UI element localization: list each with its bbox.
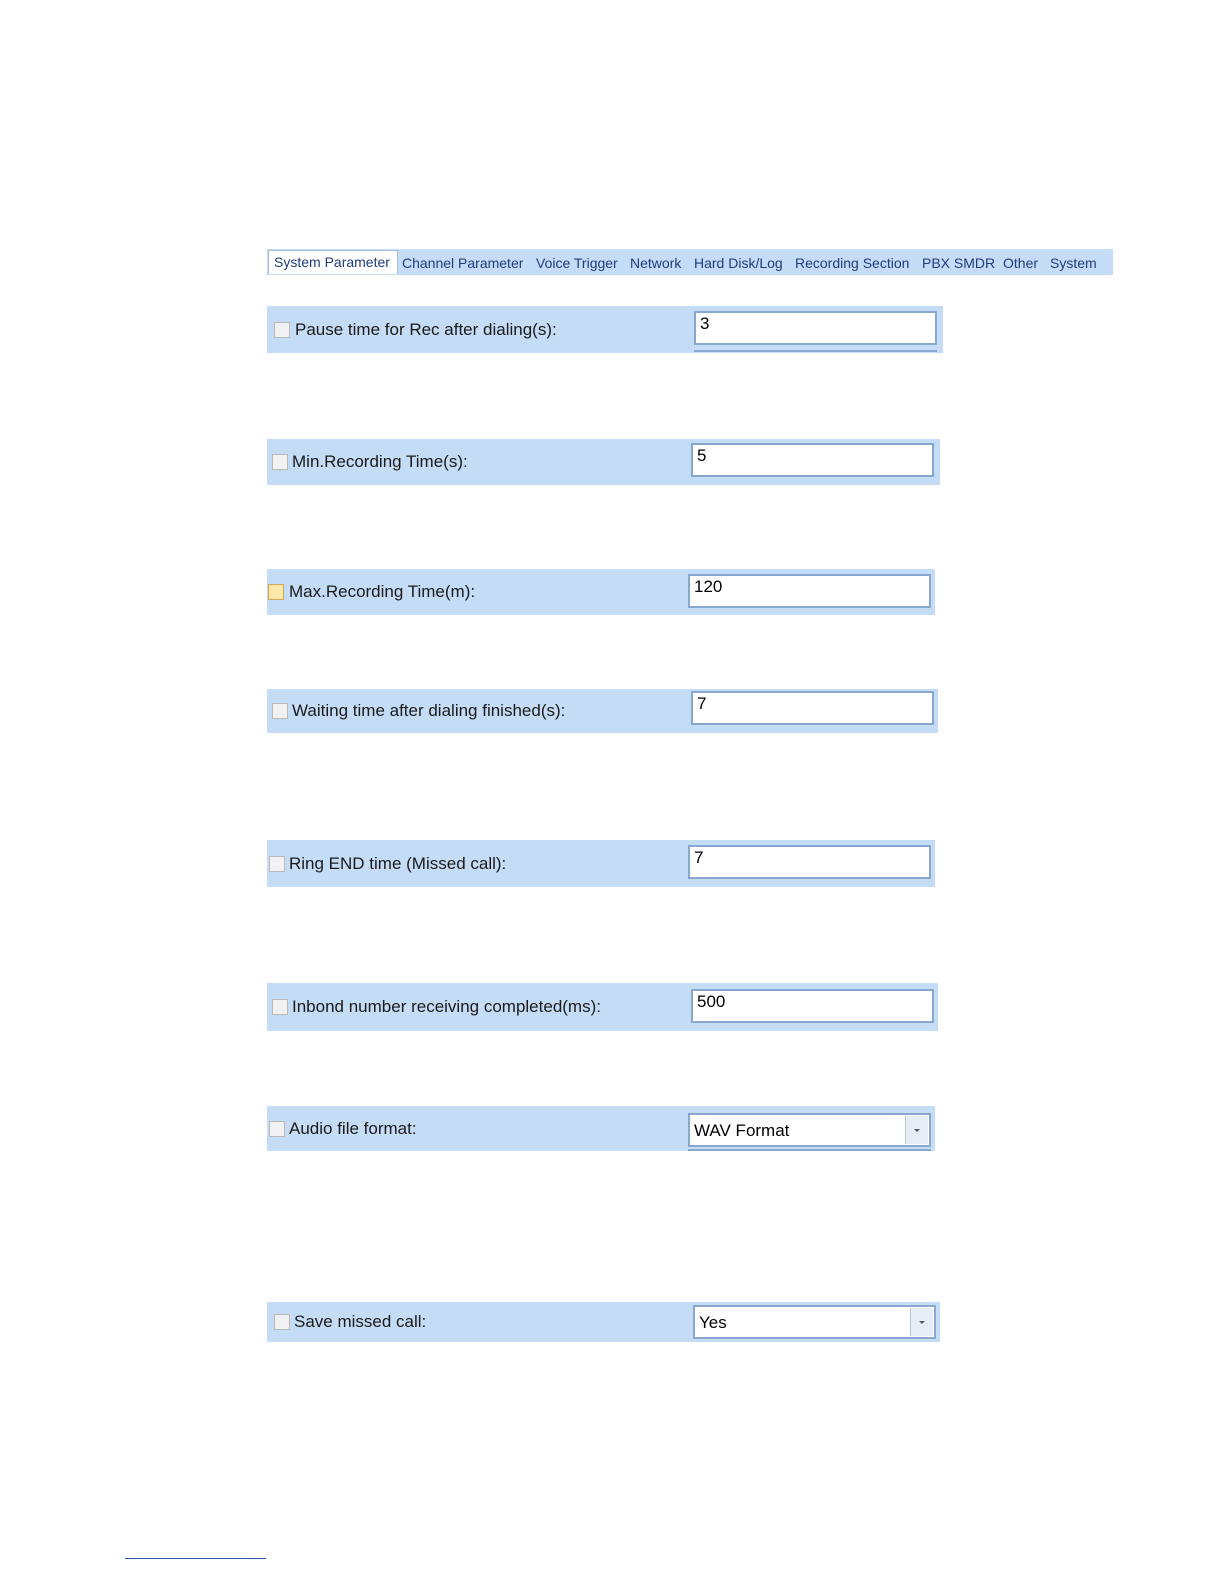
param-row-waiting-time — [267, 689, 938, 733]
tab-bar — [267, 249, 1113, 275]
param-row-min-recording-time — [267, 439, 940, 485]
audio-file-format-label: Audio file format: — [289, 1118, 417, 1138]
tab-system[interactable]: System — [1050, 255, 1097, 271]
min-recording-time-checkbox[interactable] — [272, 454, 288, 470]
inbond-number-input[interactable] — [691, 989, 934, 1023]
audio-file-format-value: WAV Format — [694, 1121, 790, 1140]
save-missed-call-dropdown-button[interactable] — [910, 1308, 933, 1336]
param-row-inbond-number — [267, 983, 938, 1031]
tab-recording-section[interactable]: Recording Section — [795, 255, 910, 271]
param-row-save-missed-call — [267, 1302, 940, 1342]
audio-file-format-checkbox[interactable] — [269, 1121, 285, 1137]
waiting-time-checkbox[interactable] — [272, 703, 288, 719]
tab-other[interactable]: Other — [1003, 255, 1039, 271]
param-row-ring-end-time — [267, 840, 935, 887]
ring-end-time-checkbox[interactable] — [269, 856, 285, 872]
footnote-separator — [125, 1558, 266, 1559]
tab-pbx-smdr[interactable]: PBX SMDR — [922, 255, 996, 271]
pause-time-checkbox[interactable] — [274, 322, 290, 338]
waiting-time-label: Waiting time after dialing finished(s): — [292, 701, 566, 720]
max-recording-time-input[interactable] — [688, 574, 931, 608]
save-missed-call-checkbox[interactable] — [274, 1314, 290, 1330]
tab-channel-parameter[interactable]: Channel Parameter — [402, 255, 524, 271]
save-missed-call-label: Save missed call: — [294, 1312, 427, 1331]
chevron-down-icon — [914, 1129, 920, 1132]
pause-time-input-edge — [694, 350, 937, 352]
tab-hard-disk-log[interactable]: Hard Disk/Log — [694, 255, 783, 271]
audio-file-format-dropdown-button[interactable] — [905, 1116, 928, 1144]
param-row-pause-time — [267, 306, 943, 353]
min-recording-time-label: Min.Recording Time(s): — [292, 452, 468, 471]
param-row-max-recording-time — [267, 569, 935, 615]
chevron-down-icon — [919, 1321, 925, 1324]
audio-file-format-select-edge — [688, 1149, 931, 1151]
audio-file-format-select[interactable] — [688, 1113, 931, 1147]
waiting-time-input[interactable] — [691, 691, 934, 725]
pause-time-label: Pause time for Rec after dialing(s): — [295, 319, 557, 339]
ring-end-time-label: Ring END time (Missed call): — [289, 853, 507, 873]
inbond-number-checkbox[interactable] — [272, 999, 288, 1015]
min-recording-time-input[interactable] — [691, 443, 934, 477]
save-missed-call-value: Yes — [699, 1313, 727, 1332]
ring-end-time-input[interactable] — [688, 845, 931, 879]
tab-voice-trigger[interactable]: Voice Trigger — [536, 255, 618, 271]
tab-network[interactable]: Network — [630, 255, 682, 271]
inbond-number-label: Inbond number receiving completed(ms): — [292, 997, 601, 1016]
tab-system-parameter[interactable]: System Parameter — [268, 250, 398, 274]
param-row-audio-file-format — [267, 1106, 935, 1151]
max-recording-time-label: Max.Recording Time(m): — [289, 582, 476, 601]
save-missed-call-select[interactable] — [693, 1305, 936, 1339]
max-recording-time-checkbox[interactable] — [268, 584, 284, 600]
pause-time-input[interactable] — [694, 311, 937, 345]
